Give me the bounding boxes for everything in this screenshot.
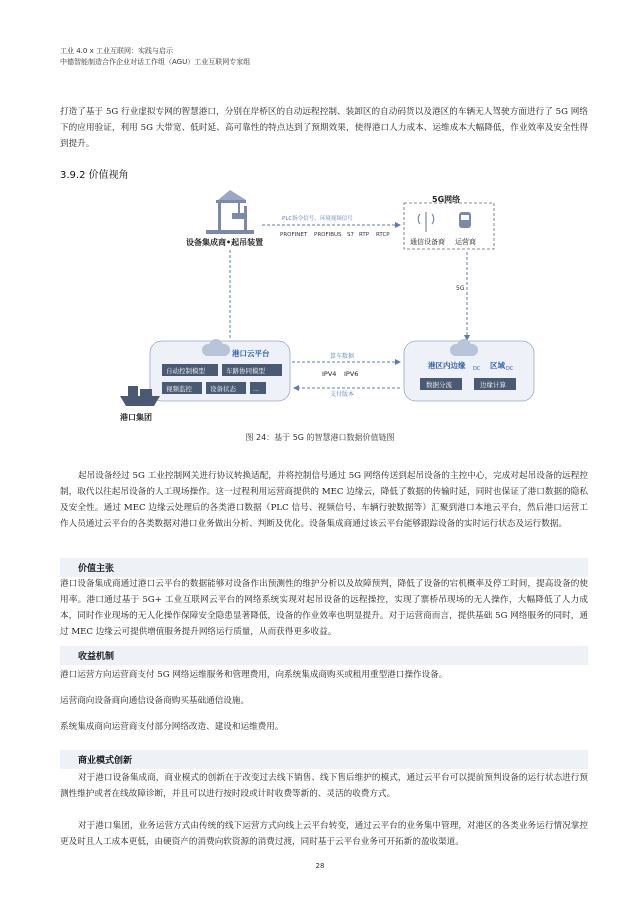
cloud-module-3-label: 视频监控 bbox=[166, 385, 192, 393]
section-title: 3.9.2 价值视角 bbox=[60, 170, 129, 181]
heading-revenue-mechanism: 收益机制 bbox=[60, 646, 588, 665]
crane-icon bbox=[206, 190, 254, 234]
protocol-1: PROFINET bbox=[280, 232, 308, 238]
protocol-3: S7 bbox=[347, 232, 354, 238]
port-group-label: 港口集团 bbox=[120, 413, 152, 422]
train-icon bbox=[459, 212, 471, 228]
paragraph-2: 港口设备集成商通过港口云平台的数据能够对设备作出预测性的维护分析以及故障预判，降低了设备的宕机概率及停工时间，提高设备的使用率。港口通过基于 5G+ 工业互联网云平台的网络系统实现对起吊设备的远程操控，实现了寨桥吊现场的无人操作，大幅降低了人力成本，同时作业现场的无人化操作保障安全隐患显著降低，设备的作业效率也明显提升。对于运营商而言，提供基础 5G 网络服务的同时，通过 MEC 边缘云可提供增值服务提升网络运行质量，从而获得更多收益。 bbox=[60, 579, 588, 637]
cloud-title: 港口云平台 bbox=[232, 349, 270, 358]
fiveg-label: 5G bbox=[456, 285, 465, 292]
edge-title-a-sub: DC bbox=[473, 366, 481, 372]
network-title: 5G网络 bbox=[432, 195, 461, 204]
data-down-label: 支付版本 bbox=[330, 391, 355, 398]
edge-module-1-label: 数据分流 bbox=[426, 381, 452, 389]
top-arrow-label: PLC指令信号、环境视频信号 bbox=[282, 216, 353, 222]
crane-label: 设备集成商•起吊装置 bbox=[186, 238, 264, 247]
cloud-module-2-label: 车路协同模型 bbox=[226, 367, 265, 375]
paragraph-4: 运营商向设备商向通信设备商购买基础通信设施。 bbox=[60, 696, 250, 706]
ipv6-label: IPV6 bbox=[344, 370, 359, 378]
paragraph-6: 对于港口设备集成商，商业模式的创新在于改变过去线下销售、线下售后维护的模式，通过云平台可以提前预判设备的运行状态进行预测性维护或者在线故障诊断，并且可以进行按时段或计时收费等新的、灵活的收费方式。 bbox=[60, 773, 588, 799]
paragraph-3: 港口运营方向运营商支付 5G 网络运维服务和管理费用，向系统集成商购买或租用重型港口操作设备。 bbox=[60, 670, 448, 680]
header-line-2: 中德智能制造合作企业对话工作组（AGU）工业互联网专家组 bbox=[60, 58, 251, 66]
ipv4-label: IPV4 bbox=[322, 370, 337, 378]
protocol-5: RTCP bbox=[376, 232, 390, 238]
figure-caption: 图 24：基于 5G 的智慧港口数据价值链图 bbox=[245, 433, 395, 442]
paragraph-1: 起吊设备经过 5G 工业控制网关进行协议转换适配，并将控制信号通过 5G 网络传送到起吊设备的主控中心，完成对起吊设备的远程控制，取代以往起吊设备的人工现场操作。这一过程利用运营商提供的 MEC 边缘云，降低了数据的传输时延，同时也保证了港口数据的隐私及安全性。通过 MEC 边缘云处理后的各类港口数据（PLC 信号、视频信号、车辆行驶数据等）汇聚到港口本地云平台，然后港口运营工作人员通过云平台的各类数据对港口业务做出分析、判断及优化。设备集成商通过该云平台能够跟踪设备的实时运行状态及运行数据。 bbox=[60, 471, 588, 529]
data-up-label: 算车数据 bbox=[330, 353, 355, 360]
page-number: 28 bbox=[315, 862, 325, 870]
antenna-icon bbox=[418, 212, 434, 232]
cloud-module-1-label: 自动控制模型 bbox=[166, 367, 205, 375]
edge-title-b: 区域 bbox=[490, 361, 505, 370]
intro-paragraph: 打造了基于 5G 行业虚拟专网的智慧港口，分别在岸桥区的自动远程控制、装卸区的自动码货以及港区的车辆无人驾驶方面进行了 5G 网络下的应用验证，利用 5G 大带宽、低时延、高可靠性的特点达到了预期效果，使得港口人力成本、运维成本大幅降低，作业效率及安全性得到提升。 bbox=[60, 107, 588, 149]
edge-module-2-label: 边缘计算 bbox=[480, 381, 506, 389]
heading-value-proposition: 价值主张 bbox=[60, 558, 588, 577]
protocol-2: PROFIBUS bbox=[314, 232, 342, 238]
paragraph-7: 对于港口集团，业务运营方式由传统的线下运营方式向线上云平台转变，通过云平台的业务集中管理，对港区的各类业务运行情况掌控更及时且人工成本更低，由硬资产的消费向软资源的消费过渡，同时基于云平台业务可开拓新的盈收渠道。 bbox=[60, 821, 588, 847]
edge-title-a: 港区内边缘 bbox=[428, 361, 466, 370]
cloud-module-5-label: ... bbox=[253, 385, 260, 393]
edge-title-b-sub: DC bbox=[506, 366, 514, 372]
header-line-1: 工业 4.0 x 工业互联网：实践与启示 bbox=[60, 47, 173, 55]
protocol-4: RTP bbox=[359, 232, 370, 238]
operator-label: 运营商 bbox=[455, 238, 476, 246]
heading-business-model-innovation: 商业模式创新 bbox=[60, 750, 588, 769]
comm-device-label: 通信设备商 bbox=[410, 238, 445, 246]
paragraph-5: 系统集成商向运营商支付部分网络改造、建设和运维费用。 bbox=[60, 722, 284, 732]
value-chain-diagram bbox=[0, 0, 640, 430]
cloud-module-4-label: 设备状态 bbox=[210, 385, 236, 393]
